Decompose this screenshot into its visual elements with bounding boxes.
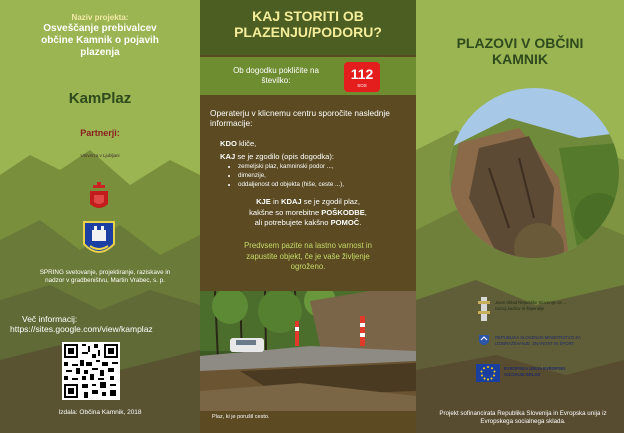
brand-name: KamPlaz — [68, 90, 132, 107]
cofinance-text: Projekt sofinancirata Republika Slovenija in Evropska unija iz Evropskega socialnega sklada. — [439, 410, 607, 425]
eu-logo-text: EVROPSKA UNIJA EVROPSKI SOCIALNI SKLAD — [504, 366, 566, 377]
help-rest: . — [359, 218, 362, 227]
kdo-rest: kliče, — [236, 139, 257, 148]
publisher-text: Izdala: Občina Kamnik, 2018 — [58, 409, 142, 416]
kdo-bold: KDO — [220, 139, 237, 148]
emergency-number: 112 — [350, 66, 374, 82]
inform-text: Operaterju v klicnemu centru sporočite naslednje informacije: — [210, 108, 390, 128]
kaj-rest: se je zgodilo (opis dogodka): — [235, 152, 334, 161]
help-text: ali potrebujete kakšno — [254, 218, 331, 227]
title-banner — [200, 0, 416, 55]
landslide-circle-photo — [449, 88, 619, 258]
university-logo — [40, 153, 160, 158]
safety-warning: Predvsem pazite na lastno varnost in zapustite objekt, če je vaše življenje ogroženo. — [244, 241, 372, 271]
photo-caption: Plaz, ki je porušil cesto. — [212, 414, 270, 420]
list-item: • dimenzije, — [238, 171, 416, 180]
right-title: PLAZOVI V OBČINI KAMNIK — [456, 35, 584, 67]
left-panel — [0, 0, 200, 433]
injuries-text: kakšne so morebitne — [249, 207, 322, 217]
kaj-bold: KAJ — [220, 152, 236, 161]
list-item: • oddaljenost od objekta (hiše, ceste ...), — [238, 180, 416, 189]
kaj-line — [220, 152, 410, 162]
kamnik-coat-of-arms-icon — [82, 220, 116, 260]
help-bold: POMOČ — [330, 218, 360, 227]
injuries-bold: POŠKODBE — [321, 207, 365, 217]
kje-block — [206, 197, 410, 229]
emergency-sub: SOS — [357, 83, 367, 88]
call-text: Ob dogodku pokličite na številko: — [233, 66, 319, 85]
more-info-label: Več informacij: — [22, 314, 78, 324]
ministry-logo-text: REPUBLIKA SLOVENIJA MINISTRSTVO ZA IZOBRAŽEVANJE, ZNANOST IN ŠPORT — [495, 335, 581, 346]
injuries-rest: , — [364, 207, 367, 217]
fund-logo-icon — [478, 297, 490, 321]
kje-rest: se je zgodil plaz, — [301, 197, 360, 206]
middle-panel — [200, 0, 416, 433]
list-item: • zemeljski plaz, kamninski podor ..., — [238, 162, 416, 171]
right-panel — [416, 0, 624, 433]
website-link[interactable]: https://sites.google.com/view/kamplaz — [10, 324, 153, 334]
emergency-call-box — [200, 57, 416, 95]
project-label: Naziv projekta: — [71, 13, 129, 22]
spring-partner-text: SPRING svetovanje, projektiranje, raziskave in nadzor v gradbeništvu, Martin Vrabec, s. p. — [39, 269, 171, 284]
ministry-logo-icon — [478, 334, 490, 348]
project-title: Osveščanje prebivalcev občine Kamnik o pojavih plazenja — [41, 23, 159, 58]
kje-mid: in — [270, 197, 281, 206]
road-landslide-photo — [200, 291, 416, 411]
emergency-112-icon — [344, 62, 380, 92]
crest-icon — [88, 182, 110, 212]
event-details-list — [200, 162, 416, 189]
qr-code[interactable] — [62, 342, 120, 400]
fund-logo-text: Javni Sklad Republike Slovenije za ... razvoj kadrov in štipendije — [495, 300, 567, 311]
university-name: Univerza v Ljubljani — [80, 153, 120, 158]
middle-title: KAJ STORITI OB PLAZENJU/PODORU? — [234, 8, 382, 40]
kdo-line — [220, 139, 410, 149]
eu-flag-icon — [476, 364, 500, 382]
kje-bold: KJE — [256, 197, 271, 206]
partners-label: Partnerji: — [80, 128, 120, 138]
kdaj-bold: KDAJ — [280, 197, 302, 206]
